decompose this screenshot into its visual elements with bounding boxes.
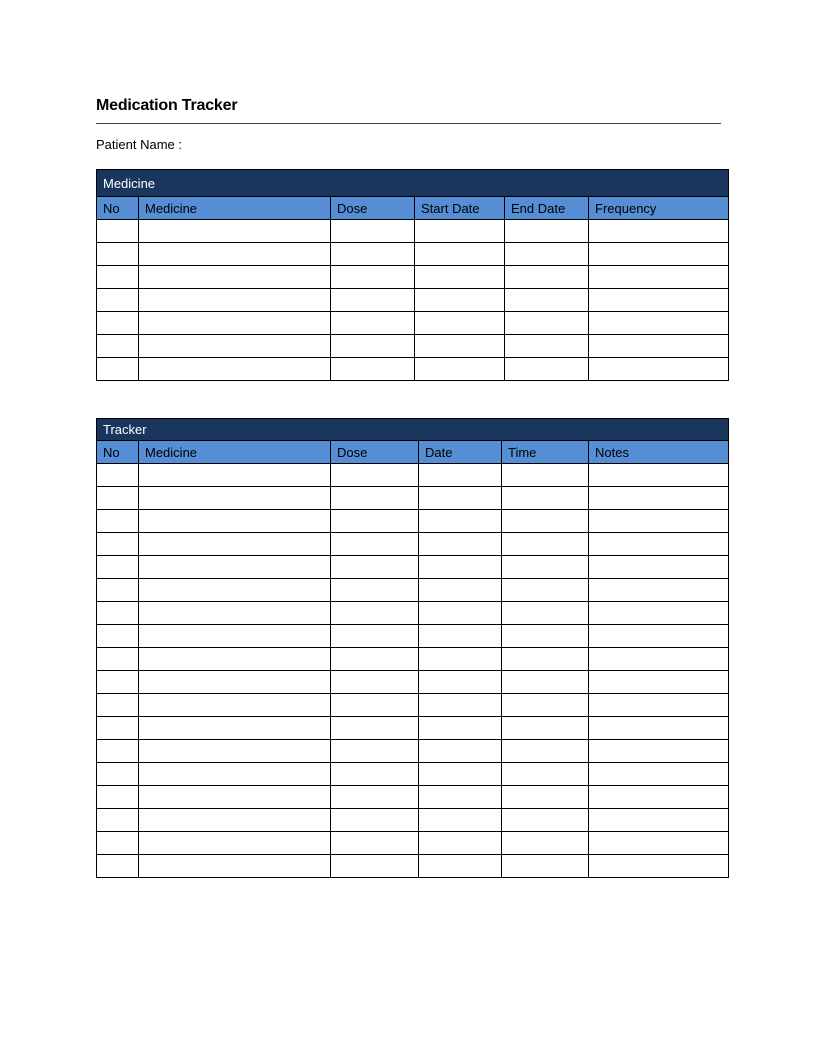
table-cell[interactable]: [415, 358, 505, 381]
table-cell[interactable]: [97, 671, 139, 694]
table-cell[interactable]: [589, 220, 729, 243]
table-cell[interactable]: [139, 289, 331, 312]
table-cell[interactable]: [139, 358, 331, 381]
table-row: [97, 855, 729, 878]
table-cell[interactable]: [589, 487, 729, 510]
table-cell[interactable]: [589, 243, 729, 266]
table-row: [97, 717, 729, 740]
table-cell[interactable]: [331, 220, 415, 243]
medicine-table-column-header: End Date: [505, 197, 589, 220]
tracker-table-column-header: Medicine: [139, 441, 331, 464]
table-cell[interactable]: [331, 602, 419, 625]
medicine-table-header-row: [97, 197, 729, 220]
table-cell[interactable]: [589, 809, 729, 832]
tracker-table-heading: Tracker: [97, 419, 729, 441]
table-cell[interactable]: [331, 243, 415, 266]
table-cell[interactable]: [419, 487, 502, 510]
tracker-table-body: [97, 464, 729, 878]
table-cell[interactable]: [331, 855, 419, 878]
table-cell[interactable]: [97, 855, 139, 878]
tracker-table-header-row: [97, 441, 729, 464]
table-cell[interactable]: [139, 464, 331, 487]
table-cell[interactable]: [139, 855, 331, 878]
table-row: [97, 671, 729, 694]
table-row: [97, 579, 729, 602]
table-cell[interactable]: [502, 832, 589, 855]
table-cell[interactable]: [589, 533, 729, 556]
table-row: [97, 809, 729, 832]
table-cell[interactable]: [419, 832, 502, 855]
table-cell[interactable]: [589, 335, 729, 358]
table-cell[interactable]: [502, 648, 589, 671]
table-row: [97, 358, 729, 381]
table-row: [97, 289, 729, 312]
table-cell[interactable]: [589, 671, 729, 694]
table-row: [97, 786, 729, 809]
table-cell[interactable]: [139, 533, 331, 556]
table-cell[interactable]: [97, 625, 139, 648]
table-cell[interactable]: [97, 289, 139, 312]
table-row: [97, 625, 729, 648]
table-cell[interactable]: [97, 312, 139, 335]
table-cell[interactable]: [419, 740, 502, 763]
table-cell[interactable]: [331, 464, 419, 487]
table-cell[interactable]: [502, 625, 589, 648]
table-cell[interactable]: [97, 763, 139, 786]
table-row: [97, 266, 729, 289]
table-cell[interactable]: [502, 487, 589, 510]
table-cell[interactable]: [139, 671, 331, 694]
table-row: [97, 510, 729, 533]
table-row: [97, 763, 729, 786]
table-cell[interactable]: [139, 740, 331, 763]
table-cell[interactable]: [97, 266, 139, 289]
table-cell[interactable]: [97, 464, 139, 487]
table-cell[interactable]: [97, 602, 139, 625]
table-cell[interactable]: [502, 510, 589, 533]
table-cell[interactable]: [415, 266, 505, 289]
table-row: [97, 243, 729, 266]
table-cell[interactable]: [419, 579, 502, 602]
table-cell[interactable]: [589, 579, 729, 602]
table-cell[interactable]: [139, 809, 331, 832]
table-cell[interactable]: [589, 358, 729, 381]
tracker-table-column-header: No: [97, 441, 139, 464]
table-cell[interactable]: [331, 809, 419, 832]
medicine-table: [96, 169, 729, 381]
table-cell[interactable]: [331, 312, 415, 335]
table-cell[interactable]: [331, 740, 419, 763]
table-cell[interactable]: [331, 533, 419, 556]
table-cell[interactable]: [331, 625, 419, 648]
table-cell[interactable]: [97, 809, 139, 832]
table-cell[interactable]: [589, 855, 729, 878]
table-cell[interactable]: [505, 289, 589, 312]
table-cell[interactable]: [589, 694, 729, 717]
table-cell[interactable]: [502, 602, 589, 625]
table-row: [97, 220, 729, 243]
tracker-table-column-header: Dose: [331, 441, 419, 464]
patient-name-label: Patient Name :: [96, 137, 182, 152]
table-cell[interactable]: [505, 312, 589, 335]
table-row: [97, 694, 729, 717]
table-cell[interactable]: [589, 289, 729, 312]
table-cell[interactable]: [139, 510, 331, 533]
table-cell[interactable]: [502, 763, 589, 786]
table-cell[interactable]: [419, 855, 502, 878]
medicine-table-column-header: Start Date: [415, 197, 505, 220]
table-cell[interactable]: [139, 763, 331, 786]
table-cell[interactable]: [419, 786, 502, 809]
table-cell[interactable]: [139, 625, 331, 648]
table-cell[interactable]: [139, 832, 331, 855]
tracker-table-column-header: Notes: [589, 441, 729, 464]
table-cell[interactable]: [419, 510, 502, 533]
table-cell[interactable]: [505, 266, 589, 289]
table-cell[interactable]: [415, 335, 505, 358]
table-cell[interactable]: [505, 220, 589, 243]
tracker-table: [96, 418, 729, 878]
table-cell[interactable]: [139, 266, 331, 289]
table-cell[interactable]: [502, 786, 589, 809]
table-cell[interactable]: [589, 763, 729, 786]
medicine-table-body: [97, 220, 729, 381]
table-cell[interactable]: [139, 335, 331, 358]
table-row: [97, 556, 729, 579]
table-cell[interactable]: [97, 358, 139, 381]
table-cell[interactable]: [331, 556, 419, 579]
table-cell[interactable]: [502, 533, 589, 556]
table-cell[interactable]: [139, 717, 331, 740]
table-cell[interactable]: [419, 533, 502, 556]
table-cell[interactable]: [419, 625, 502, 648]
table-cell[interactable]: [505, 358, 589, 381]
table-row: [97, 602, 729, 625]
table-cell[interactable]: [502, 809, 589, 832]
table-cell[interactable]: [419, 556, 502, 579]
table-cell[interactable]: [139, 694, 331, 717]
table-cell[interactable]: [331, 832, 419, 855]
table-cell[interactable]: [502, 579, 589, 602]
table-cell[interactable]: [419, 671, 502, 694]
table-cell[interactable]: [97, 648, 139, 671]
medicine-table-column-header: Frequency: [589, 197, 729, 220]
table-cell[interactable]: [139, 312, 331, 335]
table-cell[interactable]: [589, 556, 729, 579]
medicine-table-column-header: No: [97, 197, 139, 220]
table-cell[interactable]: [419, 602, 502, 625]
table-row: [97, 648, 729, 671]
table-cell[interactable]: [415, 220, 505, 243]
table-cell[interactable]: [502, 855, 589, 878]
table-cell[interactable]: [97, 243, 139, 266]
table-row: [97, 533, 729, 556]
table-cell[interactable]: [331, 358, 415, 381]
table-row: [97, 832, 729, 855]
medicine-table-column-header: Dose: [331, 197, 415, 220]
table-cell[interactable]: [589, 740, 729, 763]
tracker-table-column-header: Date: [419, 441, 502, 464]
table-cell[interactable]: [97, 694, 139, 717]
table-cell[interactable]: [331, 648, 419, 671]
medicine-table-heading: Medicine: [97, 170, 729, 197]
table-cell[interactable]: [419, 763, 502, 786]
table-cell[interactable]: [502, 694, 589, 717]
table-cell[interactable]: [415, 289, 505, 312]
table-cell[interactable]: [505, 335, 589, 358]
table-cell[interactable]: [502, 464, 589, 487]
table-cell[interactable]: [331, 579, 419, 602]
table-row: [97, 487, 729, 510]
table-cell[interactable]: [589, 786, 729, 809]
table-cell[interactable]: [589, 717, 729, 740]
table-row: [97, 464, 729, 487]
table-cell[interactable]: [139, 556, 331, 579]
table-cell[interactable]: [97, 579, 139, 602]
table-cell[interactable]: [419, 809, 502, 832]
table-cell[interactable]: [589, 312, 729, 335]
table-cell[interactable]: [331, 671, 419, 694]
table-cell[interactable]: [419, 717, 502, 740]
table-cell[interactable]: [331, 289, 415, 312]
table-cell[interactable]: [139, 220, 331, 243]
table-cell[interactable]: [97, 335, 139, 358]
table-cell[interactable]: [419, 694, 502, 717]
table-cell[interactable]: [139, 786, 331, 809]
table-cell[interactable]: [415, 312, 505, 335]
table-cell[interactable]: [139, 602, 331, 625]
table-cell[interactable]: [505, 243, 589, 266]
table-cell[interactable]: [589, 625, 729, 648]
table-cell[interactable]: [331, 335, 415, 358]
table-row: [97, 335, 729, 358]
table-cell[interactable]: [419, 464, 502, 487]
table-cell[interactable]: [502, 556, 589, 579]
table-cell[interactable]: [97, 487, 139, 510]
medicine-table-column-header: Medicine: [139, 197, 331, 220]
tracker-table-column-header: Time: [502, 441, 589, 464]
table-cell[interactable]: [589, 832, 729, 855]
table-cell[interactable]: [97, 220, 139, 243]
table-cell[interactable]: [97, 832, 139, 855]
table-cell[interactable]: [97, 740, 139, 763]
table-cell[interactable]: [331, 717, 419, 740]
table-cell[interactable]: [415, 243, 505, 266]
table-cell[interactable]: [139, 579, 331, 602]
table-cell[interactable]: [139, 487, 331, 510]
table-row: [97, 312, 729, 335]
table-cell[interactable]: [97, 510, 139, 533]
table-cell[interactable]: [139, 648, 331, 671]
table-cell[interactable]: [331, 786, 419, 809]
title-divider: [96, 123, 721, 124]
page-title: Medication Tracker: [96, 97, 238, 114]
table-cell[interactable]: [97, 556, 139, 579]
table-cell[interactable]: [502, 671, 589, 694]
table-cell[interactable]: [589, 648, 729, 671]
table-cell[interactable]: [589, 464, 729, 487]
table-cell[interactable]: [331, 763, 419, 786]
table-cell[interactable]: [97, 533, 139, 556]
table-cell[interactable]: [331, 694, 419, 717]
table-cell[interactable]: [589, 266, 729, 289]
table-cell[interactable]: [139, 243, 331, 266]
table-cell[interactable]: [502, 740, 589, 763]
table-cell[interactable]: [97, 786, 139, 809]
table-cell[interactable]: [331, 510, 419, 533]
table-cell[interactable]: [97, 717, 139, 740]
table-cell[interactable]: [331, 266, 415, 289]
table-row: [97, 740, 729, 763]
table-cell[interactable]: [589, 602, 729, 625]
table-cell[interactable]: [589, 510, 729, 533]
table-cell[interactable]: [419, 648, 502, 671]
table-cell[interactable]: [331, 487, 419, 510]
table-cell[interactable]: [502, 717, 589, 740]
